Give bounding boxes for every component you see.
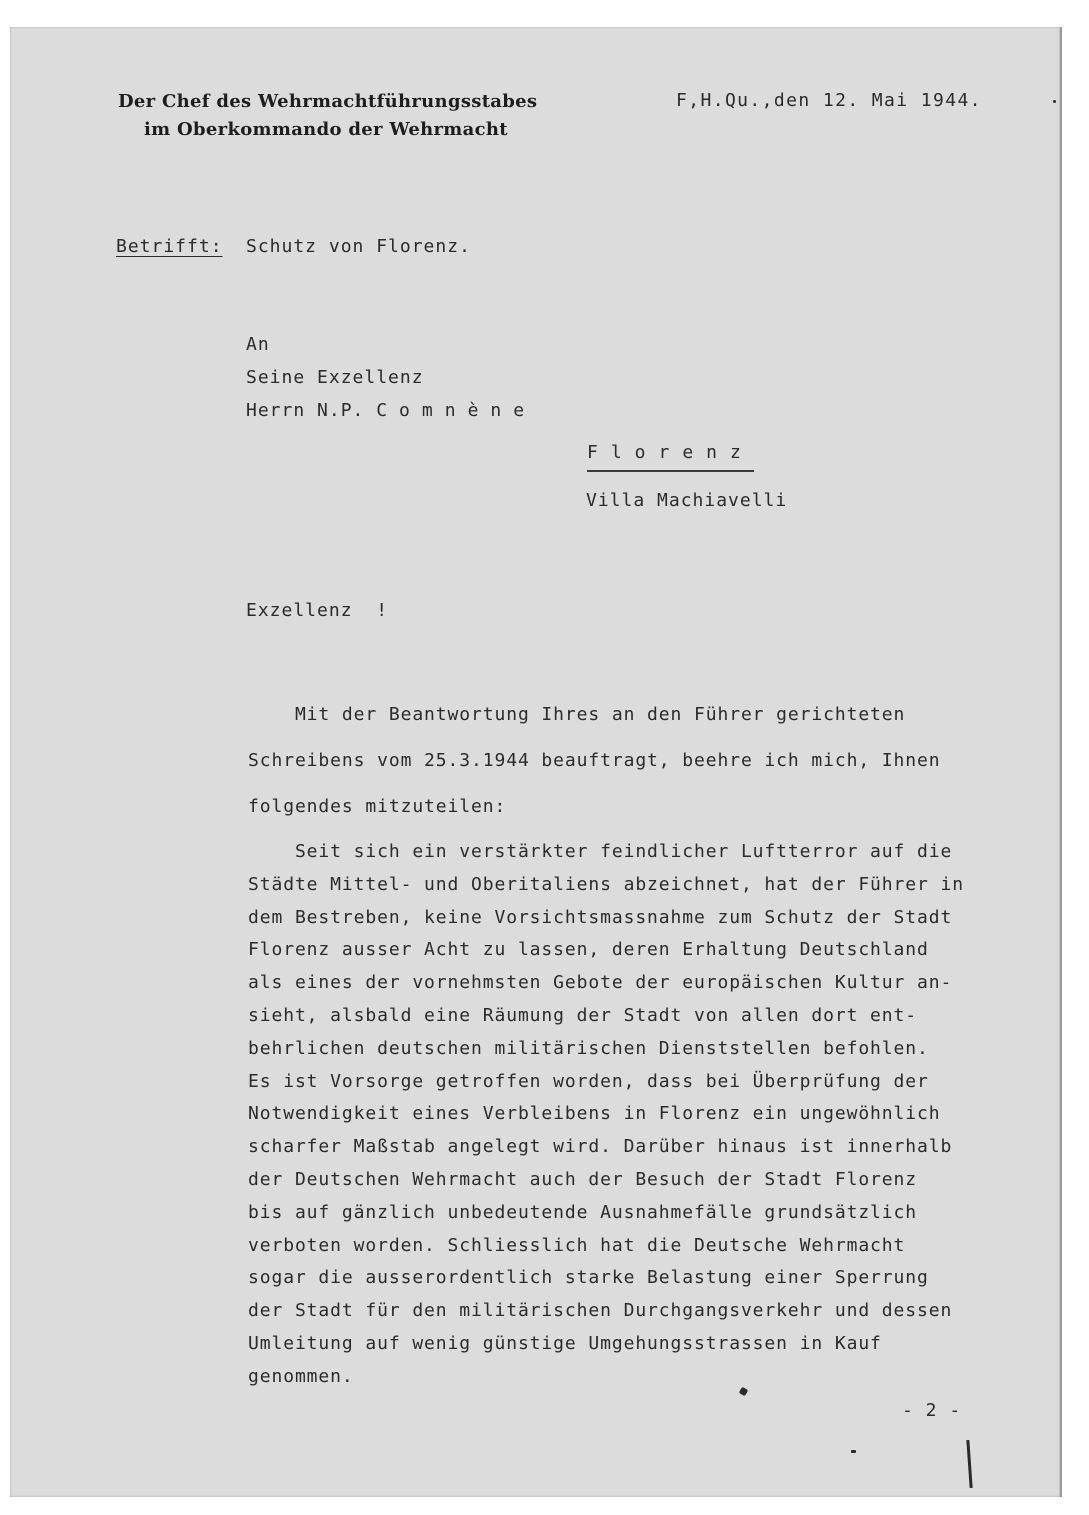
body-line: folgendes mitzuteilen: bbox=[248, 796, 507, 817]
body-line: Städte Mittel- und Oberitaliens abzeichnet, hat der Führer in bbox=[248, 873, 964, 895]
letterhead-line-2: im Oberkommando der Wehrmacht bbox=[144, 119, 508, 140]
body-line: dem Bestreben, keine Vorsichtsmassnahme zum Schutz der Stadt bbox=[248, 906, 953, 928]
body-line: Umleitung auf wenig günstige Umgehungsstrassen in Kauf bbox=[248, 1332, 882, 1354]
body-line: der Stadt für den militärischen Durchgangsverkehr und dessen bbox=[248, 1300, 953, 1322]
ink-mark bbox=[1053, 100, 1056, 103]
recipient-city: Florenz bbox=[587, 442, 754, 472]
recipient-line-3 bbox=[246, 394, 536, 427]
body-line: Seit sich ein verstärkter feindlicher Luftterror auf die bbox=[248, 841, 953, 862]
salutation: Exzellenz ! bbox=[246, 600, 389, 621]
body-line: Schreibens vom 25.3.1944 beauftragt, beehre ich mich, Ihnen bbox=[248, 750, 941, 771]
body-line: sogar die ausserordentlich starke Belastung einer Sperrung bbox=[248, 1267, 929, 1289]
recipient-line-2: Seine Exzellenz bbox=[246, 367, 424, 388]
body-line: Es ist Vorsorge getroffen worden, dass bei Überprüfung der bbox=[248, 1070, 929, 1092]
body-line: sieht, alsbald eine Räumung der Stadt von allen dort ent- bbox=[248, 1004, 918, 1026]
body-line: Mit der Beantwortung Ihres an den Führer gerichteten bbox=[248, 704, 906, 725]
subject-value: Schutz von Florenz. bbox=[246, 236, 471, 257]
body-paragraph-2 bbox=[248, 836, 964, 1394]
recipient-name: Comnène bbox=[376, 400, 537, 421]
recipient-line-1: An bbox=[246, 334, 270, 355]
dateline: F,H.Qu.,den 12. Mai 1944. bbox=[676, 90, 982, 111]
ink-mark bbox=[851, 1450, 856, 1453]
letterhead bbox=[118, 88, 537, 144]
page-number: - 2 - bbox=[902, 1400, 962, 1421]
body-line: behrlichen deutschen militärischen Dienststellen befohlen. bbox=[248, 1037, 929, 1059]
body-line: scharfer Maßstab angelegt wird. Darüber hinaus ist innerhalb bbox=[248, 1136, 953, 1158]
body-line: der Deutschen Wehrmacht auch der Besuch der Stadt Florenz bbox=[248, 1168, 918, 1190]
letterhead-line-1: Der Chef des Wehrmachtführungsstabes bbox=[118, 91, 538, 112]
body-line: genommen. bbox=[248, 1365, 354, 1387]
body-line: Notwendigkeit eines Verbleibens in Florenz ein ungewöhnlich bbox=[248, 1103, 941, 1125]
recipient-block bbox=[246, 328, 536, 427]
body-line: als eines der vornehmsten Gebote der europäischen Kultur an- bbox=[248, 972, 953, 994]
subject-label: Betrifft: bbox=[116, 236, 223, 257]
page-edge bbox=[1060, 27, 1062, 1497]
body-line: verboten worden. Schliesslich hat die Deutsche Wehrmacht bbox=[248, 1234, 906, 1256]
recipient-address: Villa Machiavelli bbox=[586, 490, 788, 511]
body-line: bis auf gänzlich unbedeutende Ausnahmefälle grundsätzlich bbox=[248, 1201, 918, 1223]
recipient-prefix: Herrn N.P. bbox=[246, 400, 365, 421]
body-line: Florenz ausser Acht zu lassen, deren Erhaltung Deutschland bbox=[248, 939, 929, 961]
body-paragraph-1 bbox=[248, 692, 940, 830]
